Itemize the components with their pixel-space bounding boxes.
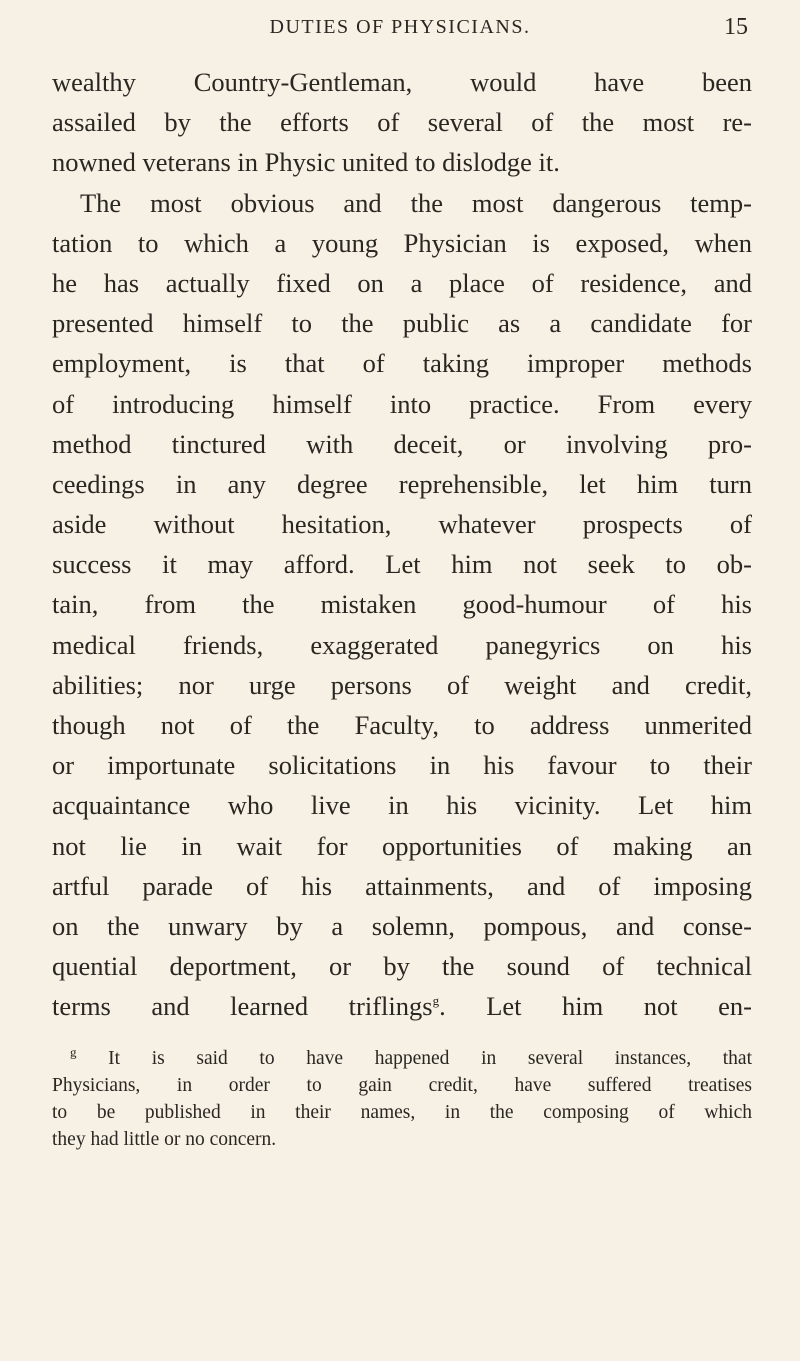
text-line: abilities; nor urge persons of weight and credit,: [52, 669, 752, 700]
footnote-line: [52, 1045, 752, 1072]
text-line-tail: . Let him not en-: [439, 991, 752, 1022]
text-line: nowned veterans in Physic united to dislodge it.: [52, 147, 560, 178]
page-number: 15: [724, 14, 748, 40]
footnote: [52, 1045, 752, 1153]
running-head: [52, 16, 748, 52]
text-line: artful parade of his attainments, and of imposing: [52, 870, 752, 901]
text-line: presented himself to the public as a candidate for: [52, 308, 752, 339]
text-line-last: [52, 986, 752, 1026]
footnote-line: they had little or no concern.: [52, 1129, 277, 1150]
footnote-line: to be published in their names, in the composing of which: [52, 1102, 752, 1123]
text-line: or importunate solicitations in his favour to their: [52, 750, 752, 781]
text-line: success it may afford. Let him not seek to ob-: [52, 549, 752, 580]
text-line: medical friends, exaggerated panegyrics on his: [52, 629, 752, 660]
text-line: tain, from the mistaken good-humour of his: [52, 589, 752, 620]
text-line: method tinctured with deceit, or involving pro-: [52, 428, 752, 459]
text-line: The most obvious and the most dangerous temp-: [80, 187, 752, 218]
text-line: aside without hesitation, whatever prospects of: [52, 509, 752, 540]
text-line: tation to which a young Physician is exposed, when: [52, 227, 752, 258]
text-line: wealthy Country-Gentleman, would have been: [52, 67, 752, 97]
body-text: [52, 62, 752, 1027]
running-title: DUTIES OF PHYSICIANS.: [269, 16, 531, 38]
text-line: not lie in wait for opportunities of making an: [52, 830, 752, 861]
footnote-marker: g: [70, 1044, 77, 1060]
text-line: ceedings in any degree reprehensible, let him turn: [52, 468, 752, 499]
footnote-line: Physicians, in order to gain credit, have suffered treatises: [52, 1075, 752, 1096]
text-line: on the unwary by a solemn, pompous, and conse-: [52, 910, 752, 941]
text-line: of introducing himself into practice. From every: [52, 388, 752, 419]
text-line: acquaintance who live in his vicinity. Let him: [52, 790, 752, 821]
text-line: employment, is that of taking improper methods: [52, 348, 752, 379]
footnote-text: It is said to have happened in several instances, that: [108, 1048, 753, 1069]
text-line-head: terms and learned triflings: [52, 991, 433, 1022]
text-line: he has actually fixed on a place of residence, and: [52, 267, 752, 298]
text-line: quential deportment, or by the sound of technical: [52, 951, 752, 982]
text-line: assailed by the efforts of several of the most re-: [52, 107, 752, 138]
footnote-marker: g: [432, 993, 440, 1009]
text-line: though not of the Faculty, to address unmerited: [52, 710, 752, 740]
